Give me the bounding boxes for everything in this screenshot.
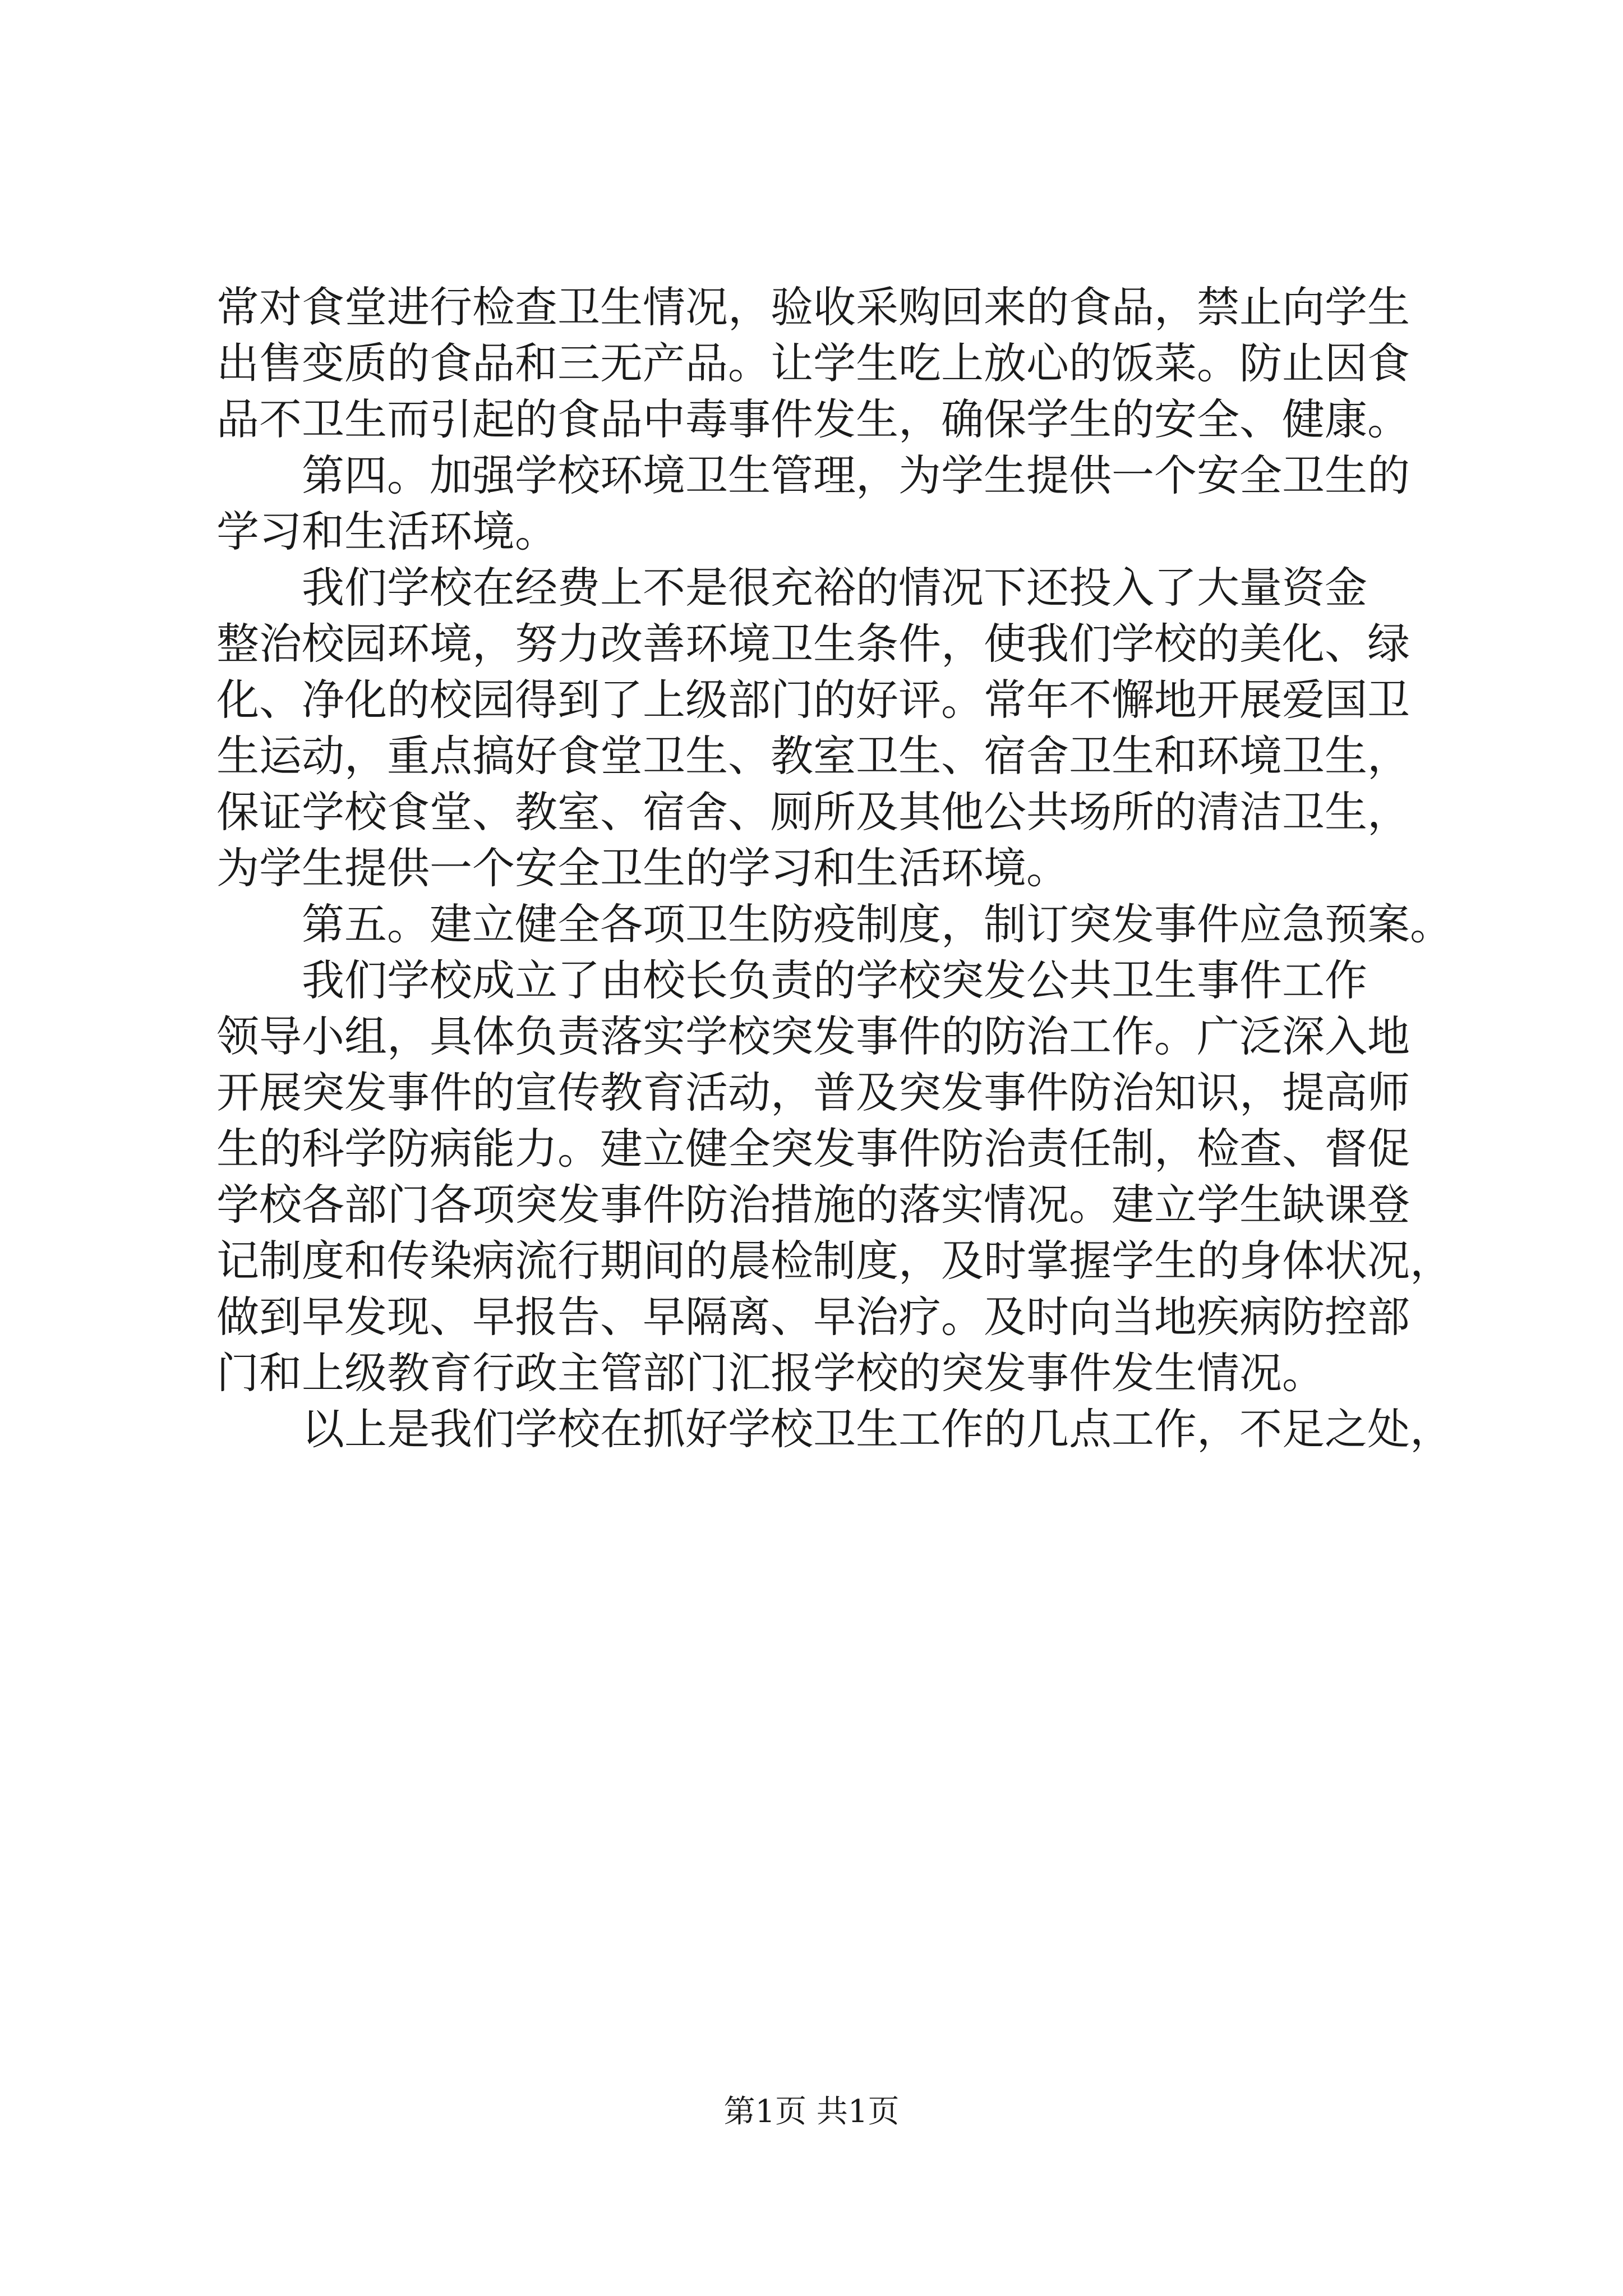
text-line: 门和上级教育行政主管部门汇报学校的突发事件发生情况。 — [216, 1348, 1325, 1398]
text-line: 常 对 食 堂 进 行 检 查 卫 生 情 况 ， 验 收 采 购 回 来 的 食 品 ， 禁 止 向 学 生 — [216, 282, 1410, 332]
page-footer: 第1页 共1页 — [723, 2093, 900, 2130]
text-line: 生 运 动 ， 重 点 搞 好 食 堂 卫 生 、 教 室 卫 生 、 宿 舍 卫 生 和 环 境 卫 生 ， — [216, 731, 1410, 781]
text-line: 学 校 各 部 门 各 项 突 发 事 件 防 治 措 施 的 落 实 情 况 。 建 立 学 生 缺 课 登 — [216, 1180, 1410, 1230]
text-line: 记 制 度 和 传 染 病 流 行 期 间 的 晨 检 制 度 ， 及 时 掌 握 学 生 的 身 体 状 况 ， — [216, 1236, 1453, 1286]
text-line: 生 的 科 学 防 病 能 力 。 建 立 健 全 突 发 事 件 防 治 责 任 制 ， 检 查 、 督 促 — [216, 1124, 1410, 1174]
text-line: 做 到 早 发 现 、 早 报 告 、 早 隔 离 、 早 治 疗 。 及 时 向 当 地 疾 病 防 控 部 — [216, 1292, 1410, 1342]
text-line: 学习和生活环境。 — [216, 507, 557, 556]
section-heading: 第四。加强学校环境卫生管理，为学生提供一个安全卫生的 — [302, 450, 1410, 500]
text-line: 出 售 变 质 的 食 品 和 三 无 产 品 。 让 学 生 吃 上 放 心 的 饭 菜 。 防 止 因 食 — [216, 338, 1410, 388]
text-line: 整 治 校 园 环 境 ， 努 力 改 善 环 境 卫 生 条 件 ， 使 我 们 学 校 的 美 化 、 绿 — [216, 619, 1410, 669]
text-line: 开 展 突 发 事 件 的 宣 传 教 育 活 动 ， 普 及 突 发 事 件 防 治 知 识 ， 提 高 师 — [216, 1068, 1410, 1117]
text-line: 领 导 小 组 ， 具 体 负 责 落 实 学 校 突 发 事 件 的 防 治 工 作 。 广 泛 深 入 地 — [216, 1011, 1410, 1061]
paragraph-start: 以上是我们学校在抓好学校卫生工作的几点工作，不足之处， — [302, 1404, 1453, 1454]
paragraph-start: 我们学校在经费上不是很充裕的情况下还投入了大量资金 — [302, 563, 1367, 613]
text-line: 品 不 卫 生 而 引 起 的 食 品 中 毒 事 件 发 生 ， 确 保 学 生 的 安 全 、 健 康 。 — [216, 394, 1410, 444]
text-line: 化 、 净 化 的 校 园 得 到 了 上 级 部 门 的 好 评 。 常 年 不 懈 地 开 展 爱 国 卫 — [216, 675, 1410, 725]
section-heading: 第五。建立健全各项卫生防疫制度，制订突发事件应急预案。 — [302, 899, 1453, 949]
paragraph-start: 我们学校成立了由校长负责的学校突发公共卫生事件工作 — [302, 955, 1367, 1005]
text-line: 为学生提供一个安全卫生的学习和生活环境。 — [216, 843, 1069, 893]
text-line: 保 证 学 校 食 堂 、 教 室 、 宿 舍 、 厕 所 及 其 他 公 共 场 所 的 清 洁 卫 生 ， — [216, 787, 1410, 837]
